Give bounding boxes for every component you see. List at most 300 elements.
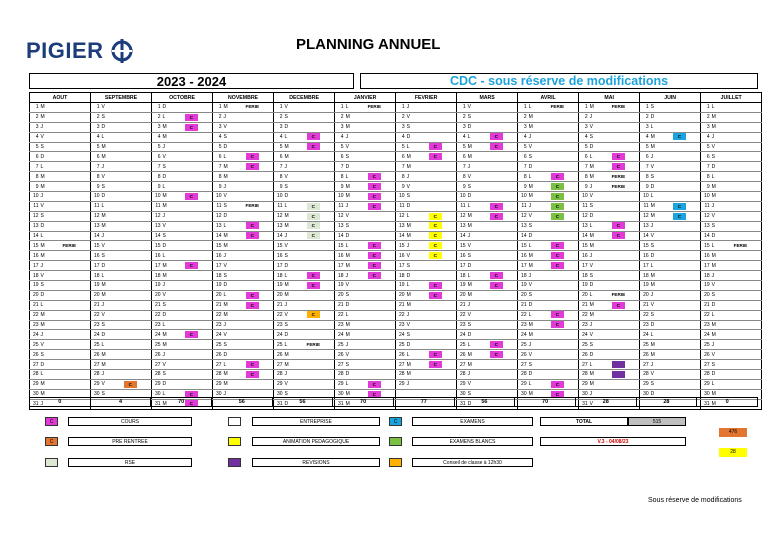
- day-number: 5: [701, 142, 711, 152]
- day-letter: M: [162, 261, 171, 271]
- day-letter: M: [223, 162, 232, 172]
- day-number: 4: [701, 132, 711, 142]
- day-letter: J: [467, 300, 476, 310]
- day-event: [171, 261, 213, 271]
- day-letter: M: [223, 231, 232, 241]
- day-number: 1: [30, 103, 40, 113]
- day-event: [49, 172, 91, 182]
- day-row: [30, 112, 762, 122]
- day-event: [171, 211, 213, 221]
- day-number: 14: [335, 231, 345, 241]
- day-event: [476, 211, 518, 221]
- day-letter: M: [406, 152, 415, 162]
- day-event: [720, 142, 762, 152]
- day-event: [171, 340, 213, 350]
- day-number: 30: [640, 389, 650, 399]
- day-event: [110, 379, 152, 389]
- animation-swatch: [228, 437, 241, 446]
- month-total: 77: [393, 398, 454, 407]
- day-number: 25: [701, 340, 711, 350]
- day-letter: S: [711, 221, 720, 231]
- day-letter: L: [711, 310, 720, 320]
- day-letter: D: [101, 192, 110, 202]
- event-marker: C: [246, 361, 259, 368]
- day-letter: J: [40, 122, 49, 132]
- day-number: 29: [152, 379, 162, 389]
- day-letter: M: [162, 122, 171, 132]
- day-number: 17: [579, 261, 589, 271]
- day-number: 17: [335, 261, 345, 271]
- day-letter: M: [162, 271, 171, 281]
- day-letter: M: [650, 132, 659, 142]
- day-number: 6: [213, 152, 223, 162]
- day-event: [110, 320, 152, 330]
- day-event: [659, 290, 701, 300]
- month-total: 56: [454, 398, 515, 407]
- day-event: [659, 122, 701, 132]
- event-marker: C: [490, 282, 503, 289]
- day-letter: J: [528, 201, 537, 211]
- day-event: [171, 182, 213, 192]
- day-letter: L: [528, 310, 537, 320]
- day-letter: L: [711, 172, 720, 182]
- day-number: 17: [518, 261, 528, 271]
- day-event: [598, 330, 640, 340]
- day-number: 12: [91, 211, 101, 221]
- day-event: [659, 112, 701, 122]
- day-letter: J: [467, 370, 476, 380]
- day-letter: S: [650, 172, 659, 182]
- month-header-mars: MARS: [457, 93, 518, 103]
- day-number: 16: [457, 251, 467, 261]
- day-number: 15: [335, 241, 345, 251]
- event-marker: C: [185, 400, 198, 407]
- day-number: 10: [457, 192, 467, 202]
- month-header-janvier: JANVIER: [335, 93, 396, 103]
- day-letter: D: [223, 281, 232, 291]
- day-event: [537, 300, 579, 310]
- day-event: [354, 320, 396, 330]
- day-letter: D: [162, 241, 171, 251]
- day-event: [110, 172, 152, 182]
- day-event: [354, 310, 396, 320]
- day-event: [598, 320, 640, 330]
- day-event: [659, 231, 701, 241]
- day-letter: S: [223, 271, 232, 281]
- day-letter: M: [40, 172, 49, 182]
- day-event: [720, 211, 762, 221]
- day-letter: J: [162, 142, 171, 152]
- day-number: 26: [640, 350, 650, 360]
- day-event: [659, 211, 701, 221]
- day-event: FERIE: [598, 103, 640, 113]
- day-letter: D: [589, 142, 598, 152]
- day-letter: S: [345, 360, 354, 370]
- day-letter: M: [162, 399, 171, 409]
- day-number: 16: [30, 251, 40, 261]
- day-number: 15: [518, 241, 528, 251]
- day-letter: J: [101, 300, 110, 310]
- day-number: 26: [152, 350, 162, 360]
- day-letter: S: [162, 162, 171, 172]
- day-event: [598, 360, 640, 370]
- day-letter: V: [101, 103, 110, 113]
- day-event: [720, 112, 762, 122]
- day-letter: V: [406, 251, 415, 261]
- day-number: 11: [91, 201, 101, 211]
- day-letter: D: [650, 389, 659, 399]
- day-letter: M: [406, 370, 415, 380]
- day-letter: M: [40, 310, 49, 320]
- day-letter: D: [467, 330, 476, 340]
- orange-count: 476: [719, 428, 747, 437]
- day-letter: D: [284, 192, 293, 202]
- day-letter: L: [650, 330, 659, 340]
- day-letter: M: [284, 281, 293, 291]
- day-number: 20: [457, 290, 467, 300]
- legend-pre-rentree: PRE RENTREE: [68, 437, 192, 446]
- day-letter: V: [162, 360, 171, 370]
- legend-revisions: REVISIONS: [252, 458, 380, 467]
- day-letter: V: [284, 241, 293, 251]
- day-letter: M: [528, 182, 537, 192]
- day-row: [30, 162, 762, 172]
- day-letter: M: [711, 251, 720, 261]
- day-number: 25: [152, 340, 162, 350]
- day-letter: J: [284, 300, 293, 310]
- day-letter: L: [650, 192, 659, 202]
- day-number: 26: [579, 350, 589, 360]
- day-event: [720, 103, 762, 113]
- day-letter: M: [101, 290, 110, 300]
- day-event: [110, 162, 152, 172]
- day-event: [537, 370, 579, 380]
- day-number: 3: [701, 122, 711, 132]
- day-number: 11: [213, 201, 223, 211]
- day-event: [110, 310, 152, 320]
- day-letter: M: [101, 152, 110, 162]
- day-event: [354, 112, 396, 122]
- day-letter: V: [223, 330, 232, 340]
- day-letter: M: [284, 152, 293, 162]
- day-number: 6: [518, 152, 528, 162]
- day-event: [476, 172, 518, 182]
- day-event: [354, 201, 396, 211]
- day-letter: M: [589, 379, 598, 389]
- day-letter: D: [101, 261, 110, 271]
- event-marker: C: [673, 133, 686, 140]
- day-letter: L: [223, 360, 232, 370]
- day-event: [171, 320, 213, 330]
- day-number: 3: [213, 122, 223, 132]
- day-row: [30, 132, 762, 142]
- day-event: [659, 271, 701, 281]
- day-letter: M: [528, 251, 537, 261]
- day-number: 30: [335, 389, 345, 399]
- day-number: 28: [701, 370, 711, 380]
- day-event: [232, 211, 274, 221]
- day-event: [476, 182, 518, 192]
- day-letter: J: [589, 182, 598, 192]
- day-letter: J: [40, 261, 49, 271]
- day-event: [354, 261, 396, 271]
- event-marker: C: [429, 232, 442, 239]
- day-event: FERIE: [537, 103, 579, 113]
- day-event: [171, 231, 213, 241]
- day-number: 12: [579, 211, 589, 221]
- day-event: [232, 261, 274, 271]
- day-event: [598, 271, 640, 281]
- day-event: [293, 330, 335, 340]
- day-event: [537, 112, 579, 122]
- day-event: [171, 370, 213, 380]
- month-total: 0: [697, 398, 758, 407]
- day-event: [659, 360, 701, 370]
- day-number: 22: [518, 310, 528, 320]
- day-event: [171, 162, 213, 172]
- day-number: 28: [213, 370, 223, 380]
- day-number: 16: [335, 251, 345, 261]
- day-letter: S: [284, 112, 293, 122]
- day-letter: S: [589, 132, 598, 142]
- event-marker: C: [185, 193, 198, 200]
- day-number: 25: [274, 340, 284, 350]
- day-event: [293, 172, 335, 182]
- day-event: [49, 281, 91, 291]
- day-event: [354, 360, 396, 370]
- event-marker: C: [124, 381, 137, 388]
- day-letter: L: [40, 162, 49, 172]
- day-letter: J: [406, 241, 415, 251]
- day-letter: V: [345, 350, 354, 360]
- day-row: [30, 310, 762, 320]
- day-event: [293, 221, 335, 231]
- event-marker: C: [185, 124, 198, 131]
- day-row: [30, 251, 762, 261]
- day-letter: J: [223, 389, 232, 399]
- day-number: 11: [457, 201, 467, 211]
- event-marker: C: [307, 213, 320, 220]
- day-event: [293, 360, 335, 370]
- day-letter: M: [40, 103, 49, 113]
- day-number: 6: [457, 152, 467, 162]
- day-number: 11: [518, 201, 528, 211]
- day-event: [415, 241, 457, 251]
- day-letter: L: [711, 379, 720, 389]
- day-number: 26: [457, 350, 467, 360]
- day-event: [49, 310, 91, 320]
- day-letter: L: [711, 241, 720, 251]
- day-event: [598, 192, 640, 202]
- total-label: TOTAL: [540, 417, 628, 426]
- day-number: 21: [518, 300, 528, 310]
- day-letter: D: [223, 142, 232, 152]
- day-event: [476, 281, 518, 291]
- month-header-fevrier: FEVRIER: [396, 93, 457, 103]
- day-number: 7: [30, 162, 40, 172]
- day-event: [537, 261, 579, 271]
- day-number: 27: [396, 360, 406, 370]
- event-marker: C: [490, 351, 503, 358]
- day-row: [30, 241, 762, 251]
- day-event: [354, 340, 396, 350]
- day-event: [293, 310, 335, 320]
- day-number: 14: [152, 231, 162, 241]
- day-letter: V: [711, 142, 720, 152]
- day-number: 11: [579, 201, 589, 211]
- day-letter: D: [711, 300, 720, 310]
- event-marker: C: [368, 391, 381, 398]
- event-marker: [612, 361, 625, 368]
- day-event: [659, 261, 701, 271]
- day-number: 21: [579, 300, 589, 310]
- day-letter: V: [101, 241, 110, 251]
- day-number: 13: [213, 221, 223, 231]
- day-number: 30: [30, 389, 40, 399]
- event-marker: C: [246, 153, 259, 160]
- day-letter: V: [528, 211, 537, 221]
- day-number: 11: [335, 201, 345, 211]
- day-number: 17: [213, 261, 223, 271]
- event-marker: C: [551, 391, 564, 398]
- day-number: 18: [457, 271, 467, 281]
- day-letter: L: [528, 103, 537, 113]
- day-letter: M: [223, 103, 232, 113]
- day-number: 22: [457, 310, 467, 320]
- event-marker: C: [429, 361, 442, 368]
- day-letter: V: [162, 221, 171, 231]
- day-number: 23: [579, 320, 589, 330]
- day-letter: S: [345, 290, 354, 300]
- day-number: 12: [457, 211, 467, 221]
- day-number: 26: [335, 350, 345, 360]
- day-letter: J: [40, 330, 49, 340]
- day-number: 24: [640, 330, 650, 340]
- day-letter: M: [467, 281, 476, 291]
- day-letter: L: [101, 340, 110, 350]
- day-event: [598, 132, 640, 142]
- day-letter: S: [40, 281, 49, 291]
- day-number: 19: [640, 281, 650, 291]
- event-marker: C: [612, 222, 625, 229]
- day-letter: V: [467, 103, 476, 113]
- day-letter: S: [101, 112, 110, 122]
- day-letter: D: [284, 330, 293, 340]
- day-letter: V: [589, 122, 598, 132]
- day-number: 10: [213, 192, 223, 202]
- day-event: [659, 379, 701, 389]
- day-number: 22: [213, 310, 223, 320]
- day-number: 22: [701, 310, 711, 320]
- day-row: [30, 122, 762, 132]
- day-letter: M: [284, 221, 293, 231]
- day-number: 21: [701, 300, 711, 310]
- day-letter: D: [345, 370, 354, 380]
- day-letter: D: [650, 182, 659, 192]
- day-row: [30, 281, 762, 291]
- day-number: 5: [152, 142, 162, 152]
- day-letter: D: [162, 103, 171, 113]
- day-event: [537, 192, 579, 202]
- day-letter: S: [223, 201, 232, 211]
- day-number: 2: [640, 112, 650, 122]
- event-marker: C: [307, 143, 320, 150]
- day-event: [720, 370, 762, 380]
- day-number: 8: [152, 172, 162, 182]
- day-letter: J: [711, 340, 720, 350]
- day-letter: M: [101, 360, 110, 370]
- day-number: 14: [396, 231, 406, 241]
- day-letter: L: [406, 142, 415, 152]
- day-letter: V: [223, 192, 232, 202]
- day-letter: S: [650, 241, 659, 251]
- day-event: [293, 350, 335, 360]
- event-marker: C: [490, 341, 503, 348]
- day-letter: J: [528, 340, 537, 350]
- day-number: 5: [457, 142, 467, 152]
- day-letter: S: [528, 221, 537, 231]
- page-title: PLANNING ANNUEL: [296, 36, 441, 53]
- day-number: 22: [274, 310, 284, 320]
- day-number: 6: [335, 152, 345, 162]
- day-event: [598, 201, 640, 211]
- day-number: 18: [213, 271, 223, 281]
- day-letter: M: [528, 330, 537, 340]
- day-letter: M: [345, 251, 354, 261]
- day-event: [415, 211, 457, 221]
- day-letter: V: [345, 142, 354, 152]
- day-event: [171, 360, 213, 370]
- event-marker: C: [551, 203, 564, 210]
- day-event: [720, 251, 762, 261]
- day-event: [232, 182, 274, 192]
- day-letter: S: [345, 152, 354, 162]
- day-number: 2: [335, 112, 345, 122]
- day-letter: D: [162, 379, 171, 389]
- day-event: [476, 261, 518, 271]
- day-letter: J: [284, 370, 293, 380]
- day-event: [476, 360, 518, 370]
- day-number: 8: [457, 172, 467, 182]
- day-letter: S: [406, 330, 415, 340]
- day-number: 29: [457, 379, 467, 389]
- day-event: [598, 370, 640, 380]
- day-event: [293, 241, 335, 251]
- day-number: 22: [91, 310, 101, 320]
- day-letter: D: [284, 122, 293, 132]
- day-letter: D: [406, 271, 415, 281]
- day-letter: J: [223, 320, 232, 330]
- day-event: [659, 310, 701, 320]
- day-number: 27: [579, 360, 589, 370]
- day-event: [598, 251, 640, 261]
- day-number: 17: [30, 261, 40, 271]
- day-event: [354, 172, 396, 182]
- month-header-juin: JUIN: [640, 93, 701, 103]
- day-number: 23: [91, 320, 101, 330]
- day-letter: D: [406, 201, 415, 211]
- day-number: 16: [213, 251, 223, 261]
- day-event: [537, 241, 579, 251]
- day-letter: S: [406, 192, 415, 202]
- day-number: 12: [335, 211, 345, 221]
- day-number: 28: [335, 370, 345, 380]
- day-event: [537, 350, 579, 360]
- day-event: [293, 379, 335, 389]
- day-number: 15: [396, 241, 406, 251]
- day-event: [293, 182, 335, 192]
- day-letter: V: [528, 142, 537, 152]
